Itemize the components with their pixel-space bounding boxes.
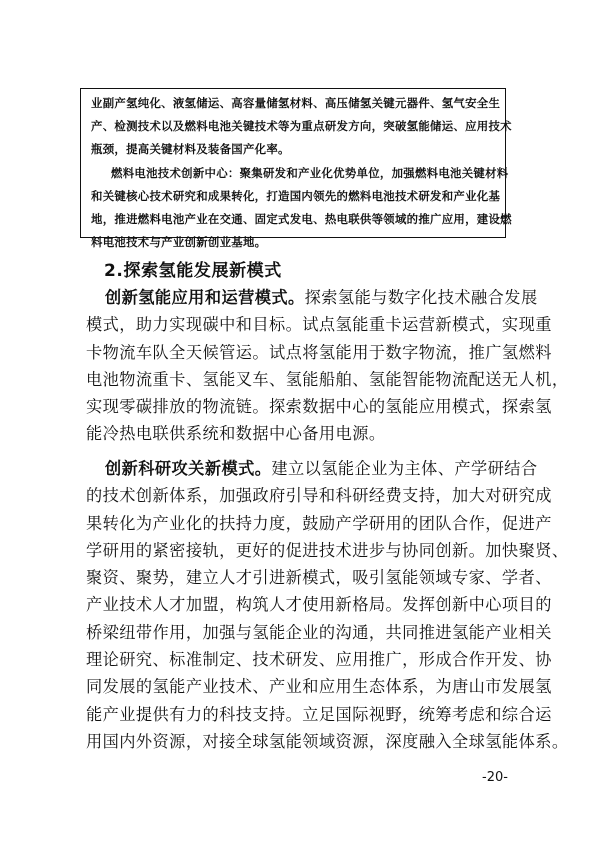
paragraph-first-line bbox=[86, 455, 538, 482]
box-text-line: 和关键核心技术研究和成果转化，打造国内领先的燃料电池技术研发和产业化基 bbox=[91, 189, 501, 203]
text-line: 学研用的紧密接轨，更好的促进技术进步与协同创新。加快聚贤、 bbox=[86, 540, 569, 560]
box-text-line: 地，推进燃料电池产业在交通、固定式发电、热电联供等领域的推广应用，建设燃 bbox=[91, 212, 512, 226]
box-text-run: 聚集研发和产业化优势单位，加强燃料电池关键材料 bbox=[239, 166, 509, 180]
text-line: 果转化为产业化的扶持力度，鼓励产学研用的团队合作，促进产 bbox=[86, 513, 552, 533]
text-line: 实现零碳排放的物流链。探索数据中心的氢能应用模式，探索氢 bbox=[86, 397, 552, 417]
paragraph-first-line bbox=[86, 284, 538, 311]
box-paragraph-first-line bbox=[91, 162, 509, 185]
text-line: 桥梁纽带作用，加强与氢能企业的沟通，共同推进氢能产业相关 bbox=[86, 622, 552, 642]
text-line: 聚资、聚势，建立人才引进新模式，吸引氢能领域专家、学者、 bbox=[86, 568, 552, 588]
text-line: 理论研究、标准制定、技术研发、应用推广，形成合作开发、协 bbox=[86, 650, 552, 670]
section-heading: 2.探索氢能发展新模式 bbox=[104, 261, 282, 281]
text-line: 电池物流重卡、氢能叉车、氢能船舶、氢能智能物流配送无人机， bbox=[86, 369, 569, 389]
text-line: 能产业提供有力的科技支持。立足国际视野，统筹考虑和综合运 bbox=[86, 704, 552, 724]
paragraph-application-operation-mode bbox=[86, 284, 569, 448]
text-line: 同发展的氢能产业技术、产业和应用生态体系，为唐山市发展氢 bbox=[86, 677, 552, 697]
text-run: 探索氢能与数字化技术融合发展 bbox=[304, 288, 538, 307]
boxed-excerpt bbox=[80, 88, 512, 249]
paragraph-title: 创新氢能应用和运营模式。 bbox=[105, 288, 305, 307]
box-text-line: 产、检测技术以及燃料电池关键技术等为重点研发方向，突破氢能储运、应用技术 bbox=[91, 119, 512, 133]
paragraph-research-mode bbox=[86, 455, 569, 755]
box-text-line: 瓶颈，提高关键材料及装备国产化率。 bbox=[91, 142, 290, 156]
text-line: 的技术创新体系，加强政府引导和科研经费支持，加大对研究成 bbox=[86, 486, 552, 506]
text-line: 用国内外资源，对接全球氢能领域资源，深度融入全球氢能体系。 bbox=[86, 731, 569, 751]
box-text-line: 业副产氢纯化、液氢储运、高容量储氢材料、高压储氢关键元器件、氢气安全生 bbox=[91, 96, 501, 110]
text-line: 产业技术人才加盟，构筑人才使用新格局。发挥创新中心项目的 bbox=[86, 595, 552, 615]
text-line: 能冷热电联供系统和数据中心备用电源。 bbox=[86, 424, 386, 444]
text-line: 模式，助力实现碳中和目标。试点氢能重卡运营新模式，实现重 bbox=[86, 315, 552, 335]
text-line: 卡物流车队全天候管运。试点将氢能用于数字物流，推广氢燃料 bbox=[86, 342, 552, 362]
text-run: 建立以氢能企业为主体、产学研结合 bbox=[271, 459, 538, 478]
box-paragraph-title: 燃料电池技术创新中心： bbox=[111, 166, 240, 180]
page-number: -20- bbox=[482, 770, 508, 785]
paragraph-title: 创新科研攻关新模式。 bbox=[105, 459, 272, 478]
box-text-line: 料电池技术与产业创新创业基地。 bbox=[91, 235, 267, 249]
